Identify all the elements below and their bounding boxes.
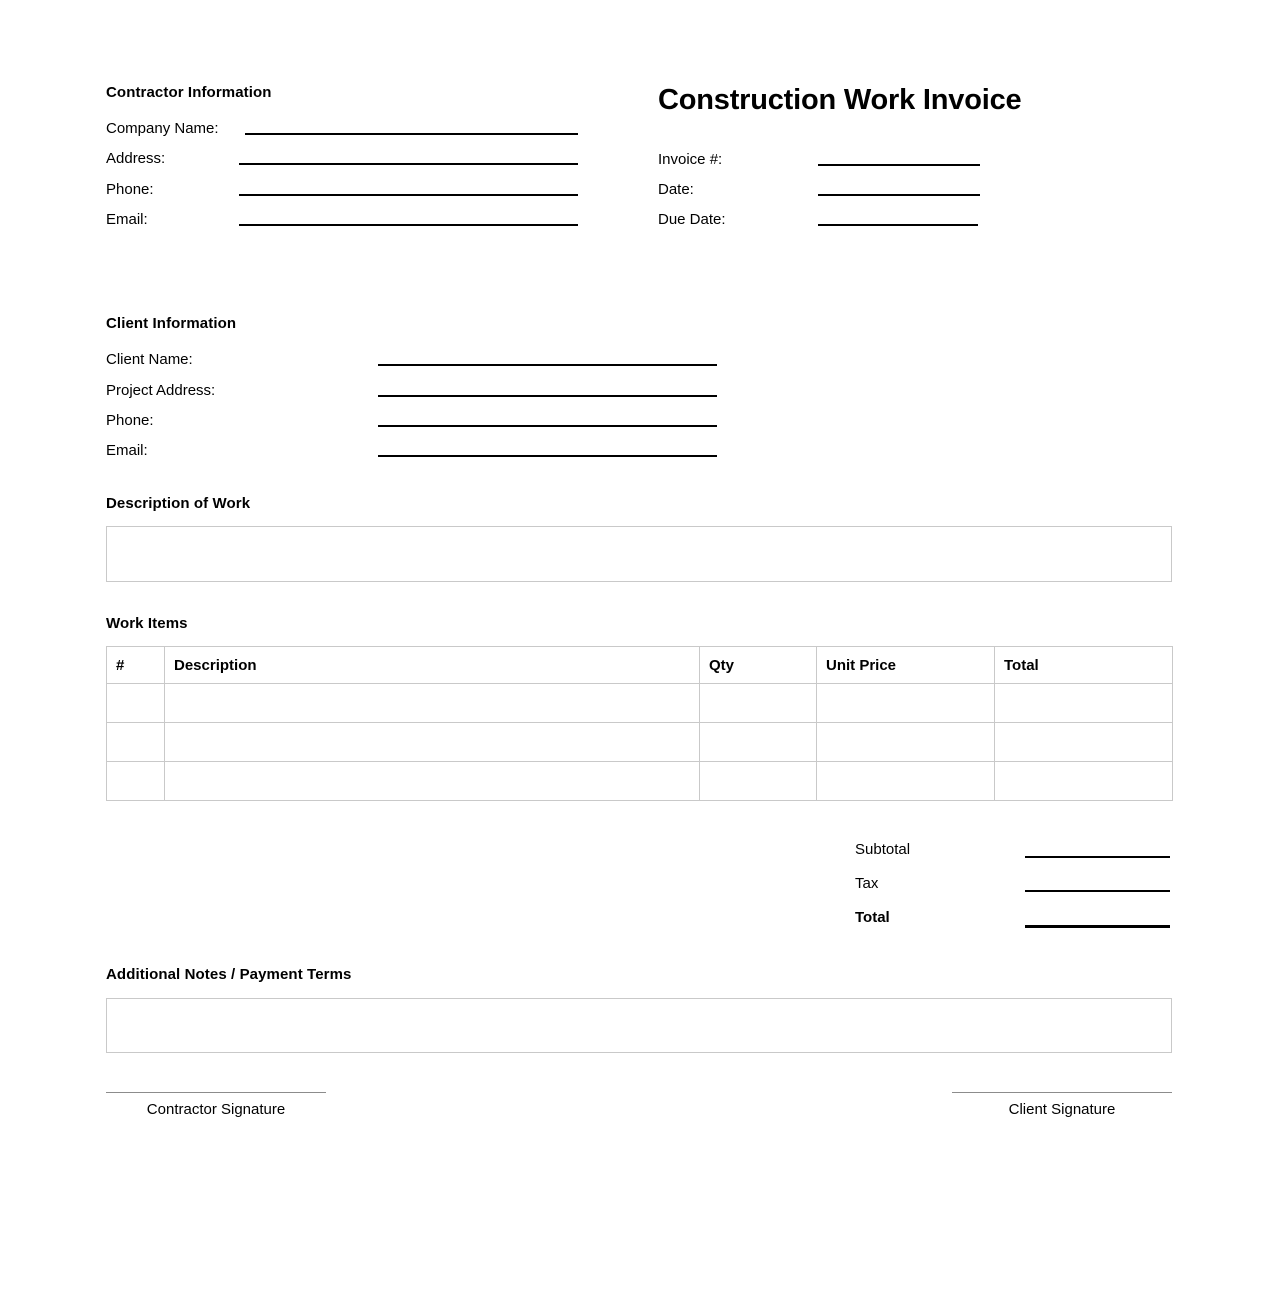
cell-unit-price[interactable]: [817, 684, 995, 723]
contractor-email-label: Email:: [106, 211, 148, 228]
cell-total[interactable]: [995, 723, 1173, 762]
cell-unit-price[interactable]: [817, 762, 995, 801]
tax-label: Tax: [855, 875, 879, 892]
contractor-information-heading: Contractor Information: [106, 84, 272, 101]
invoice-due-date-input[interactable]: [818, 224, 978, 226]
cell-number[interactable]: [107, 723, 165, 762]
contractor-address-input[interactable]: [239, 163, 578, 165]
invoice-number-input[interactable]: [818, 164, 980, 166]
contractor-company-name-label: Company Name:: [106, 120, 219, 137]
tax-input[interactable]: [1025, 890, 1170, 892]
cell-total[interactable]: [995, 762, 1173, 801]
client-information-heading: Client Information: [106, 315, 237, 332]
subtotal-input[interactable]: [1025, 856, 1170, 858]
column-header-unit-price: Unit Price: [817, 647, 995, 684]
client-phone-input[interactable]: [378, 425, 717, 427]
contractor-company-name-input[interactable]: [245, 133, 578, 135]
grand-total-input[interactable]: [1025, 925, 1170, 928]
client-email-input[interactable]: [378, 455, 717, 457]
client-email-label: Email:: [106, 442, 148, 459]
cell-qty[interactable]: [700, 762, 817, 801]
page-title: Construction Work Invoice: [658, 84, 1022, 116]
grand-total-label: Total: [855, 909, 890, 926]
work-items-heading: Work Items: [106, 615, 188, 632]
contractor-signature-caption: Contractor Signature: [146, 1101, 286, 1118]
contractor-phone-input[interactable]: [239, 194, 578, 196]
invoice-date-label: Date:: [658, 181, 694, 198]
client-signature-line[interactable]: [952, 1092, 1172, 1093]
client-project-address-input[interactable]: [378, 395, 717, 397]
column-header-total: Total: [995, 647, 1173, 684]
additional-notes-textarea[interactable]: [106, 998, 1172, 1053]
client-signature-caption: Client Signature: [1008, 1101, 1116, 1118]
description-of-work-textarea[interactable]: [106, 526, 1172, 582]
cell-unit-price[interactable]: [817, 723, 995, 762]
cell-qty[interactable]: [700, 723, 817, 762]
cell-total[interactable]: [995, 684, 1173, 723]
client-name-label: Client Name:: [106, 351, 193, 368]
column-header-number: #: [107, 647, 165, 684]
invoice-due-date-label: Due Date:: [658, 211, 726, 228]
table-row: [107, 762, 1173, 801]
client-project-address-label: Project Address:: [106, 382, 216, 399]
table-row: [107, 684, 1173, 723]
column-header-qty: Qty: [700, 647, 817, 684]
cell-description[interactable]: [165, 684, 700, 723]
contractor-email-input[interactable]: [239, 224, 578, 226]
additional-notes-heading: Additional Notes / Payment Terms: [106, 966, 352, 983]
subtotal-label: Subtotal: [855, 841, 911, 858]
description-of-work-heading: Description of Work: [106, 495, 251, 512]
cell-number[interactable]: [107, 684, 165, 723]
client-phone-label: Phone:: [106, 412, 154, 429]
invoice-number-label: Invoice #:: [658, 151, 723, 168]
cell-number[interactable]: [107, 762, 165, 801]
column-header-description: Description: [165, 647, 700, 684]
cell-description[interactable]: [165, 762, 700, 801]
table-header-row: [107, 647, 1173, 684]
cell-description[interactable]: [165, 723, 700, 762]
client-name-input[interactable]: [378, 364, 717, 366]
contractor-signature-line[interactable]: [106, 1092, 326, 1093]
table-row: [107, 723, 1173, 762]
cell-qty[interactable]: [700, 684, 817, 723]
work-items-table: [106, 646, 1173, 801]
contractor-phone-label: Phone:: [106, 181, 154, 198]
invoice-date-input[interactable]: [818, 194, 980, 196]
contractor-address-label: Address:: [106, 150, 166, 167]
